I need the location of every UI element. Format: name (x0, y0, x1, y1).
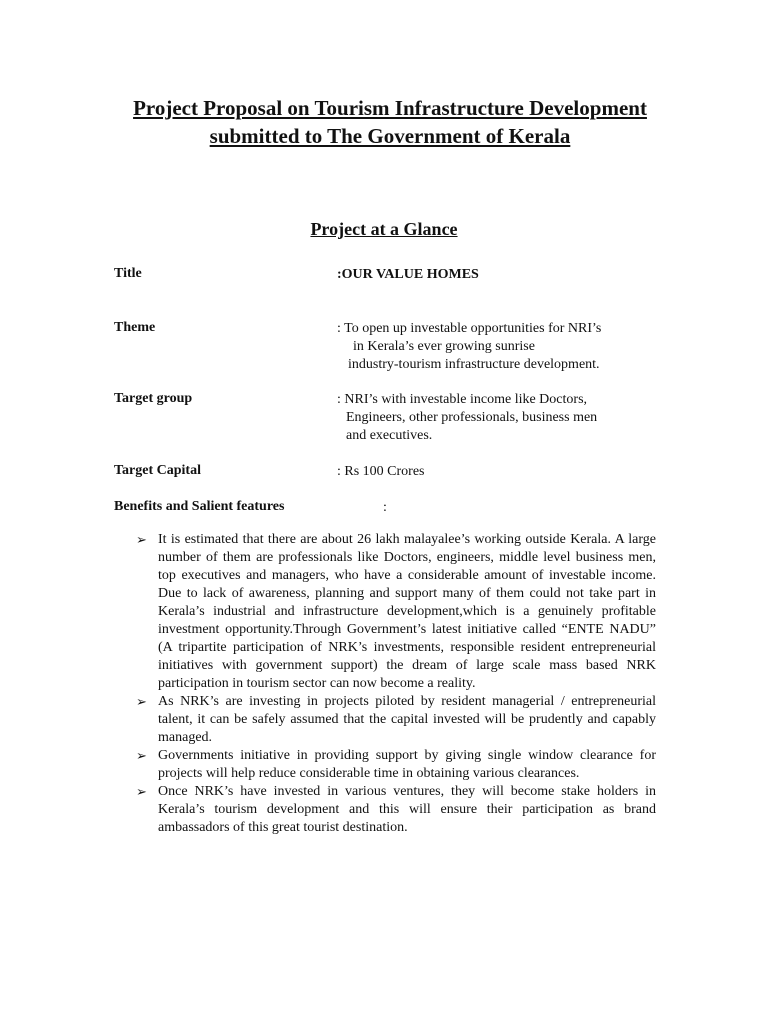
field-value-line: and executives. (346, 428, 433, 443)
field-label-target-capital: Target Capital (114, 463, 201, 478)
field-value-line: :OUR VALUE HOMES (337, 267, 479, 282)
field-value-line: Engineers, other professionals, business men (346, 410, 598, 425)
field-label-theme: Theme (114, 320, 156, 335)
title-line-2: submitted to The Government of Kerala (209, 124, 571, 148)
bullet-text: Once NRK’s have invested in various ventures, they will become stake holders in Kerala’s tourism development and this will ensure their participation as brand ambassadors of this great tourist destination. (158, 784, 656, 835)
bullet-text: As NRK’s are investing in projects piloted by resident managerial / entrepreneurial talent, it can be safely assumed that the capital invested will be prudently and capably managed. (158, 694, 656, 745)
field-value-line: in Kerala’s ever growing sunrise (353, 339, 535, 354)
list-item (136, 693, 656, 747)
title-line-1: Project Proposal on Tourism Infrastructure Development (133, 96, 647, 120)
bullet-text: Governments initiative in providing support by giving single window clearance for projects will help reduce considerable time in obtaining various clearances. (158, 748, 656, 781)
list-item (136, 747, 656, 783)
arrow-bullet-icon: ➢ (136, 694, 147, 709)
field-value-line: : NRI’s with investable income like Doctors, (337, 392, 588, 407)
field-value-line: industry-tourism infrastructure development. (348, 357, 600, 372)
arrow-bullet-icon: ➢ (136, 532, 147, 547)
field-label-target-group: Target group (114, 391, 193, 406)
field-value-theme (337, 320, 601, 374)
field-value-line: : Rs 100 Crores (337, 464, 425, 479)
benefits-colon: : (383, 500, 387, 515)
document-title (90, 94, 690, 150)
list-item (136, 531, 656, 693)
field-label-title: Title (114, 266, 142, 281)
arrow-bullet-icon: ➢ (136, 784, 147, 799)
list-item (136, 783, 656, 837)
benefits-list (136, 531, 656, 837)
field-value-target-group (337, 391, 597, 445)
arrow-bullet-icon: ➢ (136, 748, 147, 763)
benefits-label: Benefits and Salient features (114, 499, 285, 514)
field-value-target-capital (337, 463, 425, 481)
bullet-text: It is estimated that there are about 26 lakh malayalee’s working outside Kerala. A large number of them are professionals like Doctors, engineers, middle level business men, top executives and managers, who have a considerable amount of investable income. Due to lack of awareness, planning and support many of them could not take part in Kerala’s industrial and infrastructure development,which is a genuinely profitable investment opportunity.Through Government’s latest initiative called “ENTE NADU” (A tripartite participation of NRK’s investments, responsible resident entrepreneurial initiatives with government support) the dream of large scale mass based NRK participation in tourism sector can now become a reality. (158, 532, 656, 691)
field-value-title (337, 266, 479, 284)
section-heading: Project at a Glance (310, 219, 458, 239)
field-value-line: : To open up investable opportunities for NRI’s (337, 321, 602, 336)
